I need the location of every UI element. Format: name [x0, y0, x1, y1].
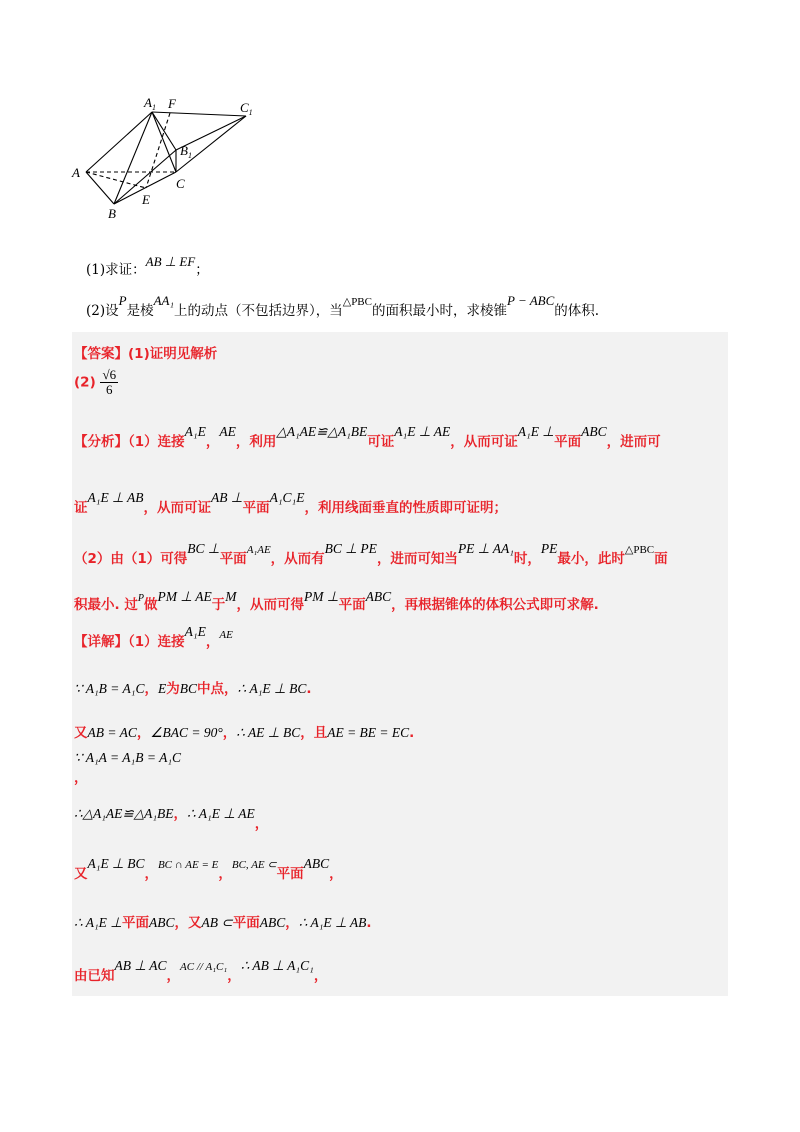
- an3-0: （2）由（1）可得: [74, 551, 188, 567]
- detail-line-7: [74, 911, 372, 931]
- dt3-8: .: [409, 725, 415, 741]
- q2-t3: 的面积最小时，求棱锥: [372, 303, 507, 319]
- an4-10: ，再根据锥体的体积公式即可求解.: [391, 597, 599, 613]
- dt3-1: AB = AC: [87, 725, 137, 740]
- label-b: B: [108, 206, 116, 221]
- dt3-0: 又: [74, 725, 88, 741]
- an4-8: 平面: [338, 597, 366, 613]
- fraction-numerator: √6: [102, 367, 117, 382]
- an4-6: ，从而可得: [236, 597, 304, 613]
- an2-4: 平面: [242, 500, 270, 516]
- fraction-denominator: 6: [106, 382, 113, 397]
- label-f: F: [168, 96, 176, 111]
- analysis-line-2: [74, 490, 507, 516]
- dt7-4: AB ⊂: [201, 915, 233, 930]
- q2-p: P: [118, 293, 127, 308]
- an2-2: ，从而可证: [143, 500, 211, 516]
- an3-1: BC ⊥: [187, 541, 220, 556]
- dt2-6: ∴ A₁E ⊥ BC: [237, 681, 307, 696]
- answer-fraction: [100, 368, 118, 397]
- an1-6: 可证: [367, 434, 395, 450]
- dt8-5: ∴ AB ⊥ A₁C₁: [240, 958, 314, 973]
- dt7-5: 平面: [232, 915, 260, 931]
- an3-2: 平面: [219, 551, 247, 567]
- question-1: [86, 254, 209, 278]
- dt2-3: 为: [166, 681, 180, 697]
- label-b1: $B_1$: [180, 143, 192, 160]
- dt7-1: 平面: [122, 915, 150, 931]
- dt6-7: ABC: [303, 856, 330, 871]
- an3-3: A₁AE: [246, 544, 271, 556]
- edge-a-e-dashed: [86, 172, 146, 188]
- label-c: C: [176, 176, 185, 191]
- detail-line-8: [74, 958, 328, 984]
- q2-t2: 上的动点（不包括边界），当: [173, 303, 343, 319]
- label-e: E: [142, 192, 150, 207]
- edge-a1-c1: [152, 112, 246, 116]
- dt5-3: ，: [254, 816, 269, 832]
- answer-part2: [74, 368, 118, 397]
- detail-line-4: [74, 750, 181, 786]
- edge-a1-b: [114, 112, 152, 204]
- dt1-2: ，: [205, 634, 220, 650]
- analysis-line-4: [74, 589, 599, 613]
- dt6-4: ，: [218, 866, 232, 882]
- an3-9: PE: [540, 541, 558, 556]
- dt3-4: ，: [222, 725, 237, 741]
- dt6-6: 平面: [276, 866, 304, 882]
- dt8-0: 由已知: [74, 968, 115, 984]
- dt3-6: ，且: [300, 725, 328, 741]
- dt8-1: AB ⊥ AC: [114, 958, 167, 973]
- an4-5: M: [225, 589, 237, 604]
- q1-prefix: (1)求证：: [86, 262, 146, 278]
- an3-11: △PBC: [624, 544, 655, 556]
- dt2-7: .: [306, 681, 312, 697]
- q2-t1: 是棱: [126, 303, 154, 319]
- an1-9: A₁E ⊥: [517, 424, 555, 439]
- an2-6: ，利用线面垂直的性质即可证明；: [304, 500, 507, 516]
- dt2-4: BC: [179, 681, 197, 696]
- dt3-5: ∴ AE ⊥ BC: [236, 725, 301, 740]
- an1-0: 【分析】（1）连接: [74, 434, 185, 450]
- an4-4: 于: [211, 597, 226, 613]
- q2-tri: △PBC: [342, 296, 372, 308]
- dt8-6: ，: [313, 968, 328, 984]
- dt6-0: 又: [74, 866, 88, 882]
- an3-7: PE ⊥ AA₁: [457, 541, 514, 556]
- an3-8: 时，: [513, 551, 541, 567]
- dt5-2: ∴ A₁E ⊥ AE: [187, 806, 255, 821]
- answer-label-text: 【答案】(1)证明见解析: [74, 346, 218, 362]
- an3-6: ，进而可知当: [376, 551, 458, 567]
- an4-7: PM ⊥: [303, 589, 339, 604]
- detail-line-5: [74, 802, 269, 832]
- dt4-1: ，: [74, 770, 88, 786]
- dt3-2: ，: [136, 725, 151, 741]
- dt3-3: ∠BAC = 90°: [150, 725, 223, 740]
- dt5-0: ∴△A₁AE≌△A₁BE: [74, 806, 174, 821]
- question-2: [86, 293, 600, 319]
- q2-pabc: P − ABC: [507, 293, 555, 308]
- dt7-2: ABC: [149, 915, 175, 930]
- dt6-3: BC ∩ AE = E: [157, 859, 219, 871]
- dt7-8: ∴ A₁E ⊥ AB: [298, 915, 367, 930]
- an2-1: A₁E ⊥ AB: [87, 490, 144, 505]
- answer-part2-label: (2): [74, 374, 96, 391]
- dt6-8: ，: [329, 866, 343, 882]
- edge-a-b: [86, 172, 114, 204]
- dt3-7: AE = BE = EC: [327, 725, 410, 740]
- an1-11: ABC: [581, 424, 607, 439]
- detail-line-3: [74, 721, 414, 741]
- q1-math: AB ⊥ EF: [145, 254, 196, 269]
- an1-12: ，进而可: [606, 434, 661, 450]
- an3-4: ，从而有: [270, 551, 325, 567]
- prism-figure: [60, 88, 280, 228]
- an1-10: 平面: [554, 434, 582, 450]
- q2-t4: 的体积.: [554, 303, 600, 319]
- dt6-1: A₁E ⊥ BC: [87, 856, 145, 871]
- analysis-line-1: [74, 424, 661, 450]
- an4-0: 积最小. 过: [74, 597, 138, 613]
- label-a: A: [72, 165, 80, 180]
- dt8-3: AC // A₁C₁: [180, 961, 228, 973]
- dt2-5: 中点，: [196, 681, 238, 697]
- dt4-0: ∵ A₁A = A₁B = A₁C: [74, 750, 182, 765]
- detail-line-1: [74, 624, 233, 650]
- an4-1: P: [137, 593, 144, 604]
- an1-5: △A₁AE≌△A₁BE: [276, 424, 368, 439]
- edge-a1-b1: [152, 112, 176, 150]
- label-a1: $A_1$: [144, 95, 156, 112]
- an3-10: 最小，此时: [557, 551, 625, 567]
- dt7-0: ∴ A₁E ⊥: [74, 915, 123, 930]
- an4-3: PM ⊥ AE: [157, 589, 212, 604]
- an3-12: 面: [654, 551, 668, 567]
- an4-9: ABC: [365, 589, 392, 604]
- dt2-1: ，: [144, 681, 158, 697]
- dt1-1: A₁E: [184, 624, 206, 639]
- an2-5: A₁C₁E: [269, 490, 305, 505]
- dt7-7: ，: [285, 915, 299, 931]
- dt2-2: E: [157, 681, 167, 696]
- dt6-2: ，: [144, 866, 158, 882]
- an3-5: BC ⊥ PE: [324, 541, 377, 556]
- an2-0: 证: [74, 500, 88, 516]
- dt7-6: ABC: [259, 915, 286, 930]
- an4-2: 做: [143, 597, 158, 613]
- an1-8: ，从而可证: [450, 434, 518, 450]
- label-c1: $C_1$: [240, 100, 253, 117]
- an1-1: A₁E: [184, 424, 206, 439]
- an1-2: ，: [205, 434, 220, 450]
- dt7-9: .: [366, 915, 372, 931]
- dt6-5: BC, AE ⊂: [231, 859, 277, 871]
- dt8-4: ，: [227, 968, 241, 984]
- dt2-0: ∵ A₁B = A₁C: [74, 681, 145, 696]
- edge-a1-a: [86, 112, 152, 172]
- an2-3: AB ⊥: [210, 490, 243, 505]
- dt1-3: AE: [219, 629, 233, 641]
- dt7-3: ，又: [174, 915, 202, 931]
- detail-line-2: [74, 677, 312, 697]
- an1-3: AE: [219, 424, 236, 439]
- q2-prefix: (2)设: [86, 303, 119, 319]
- q1-suffix: ；: [195, 262, 209, 278]
- an1-4: ，利用: [235, 434, 277, 450]
- detail-line-6: [74, 856, 343, 882]
- dt5-1: ，: [173, 806, 188, 822]
- edge-a1-c: [152, 112, 176, 172]
- an1-7: A₁E ⊥ AE: [394, 424, 451, 439]
- analysis-line-3: [74, 541, 668, 567]
- answer-label: [74, 342, 217, 362]
- q2-aa1: AA₁: [153, 293, 174, 308]
- dt8-2: ，: [166, 968, 181, 984]
- dt1-0: 【详解】（1）连接: [74, 634, 185, 650]
